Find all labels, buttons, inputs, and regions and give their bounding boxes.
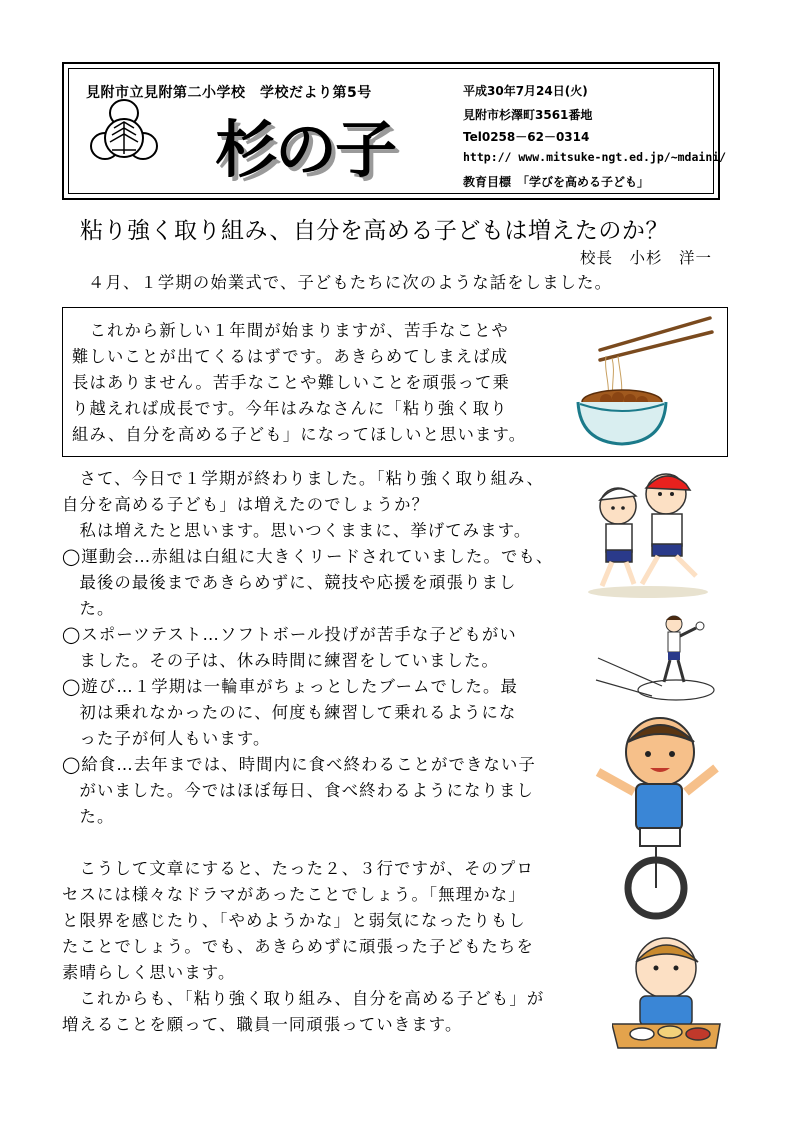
closing-line: これからも、「粘り強く取り組み、自分を高める子ども」が xyxy=(62,989,545,1008)
school-lunch-kid-illustration xyxy=(612,928,722,1052)
body-line: ◯遊び…１学期は一輪車がちょっとしたブームでした。最 xyxy=(62,677,518,696)
body-line: 私は増えたと思います。思いつくままに、挙げてみます。 xyxy=(62,521,532,540)
unicycle-kid-illustration xyxy=(590,712,724,922)
article-byline: 校長 小杉 洋一 xyxy=(580,249,713,267)
school-phone: Tel0258－62－0314 xyxy=(463,130,590,144)
quote-line: 難しいことが出てくるはずです。あきらめてしまえば成 xyxy=(72,347,509,366)
school-address: 見附市杉澤町3561番地 xyxy=(463,108,593,122)
body-section xyxy=(62,466,553,830)
closing-line: たことでしょう。でも、あきらめずに頑張った子どもたちを xyxy=(62,937,534,956)
closing-line: と限界を感じたり、「やめようかな」と弱気になったりもし xyxy=(62,911,526,930)
quote-text xyxy=(72,318,526,448)
quote-line: これから新しい１年間が始まりますが、苦手なことや xyxy=(72,321,510,340)
body-line: た。 xyxy=(62,807,115,826)
closing-line: 素晴らしく思います。 xyxy=(62,963,236,982)
school-name-issue: 見附市立見附第二小学校 学校だより第5号 xyxy=(86,85,372,101)
body-line: 初は乗れなかったのに、何度も練習して乗れるようにな xyxy=(62,703,517,722)
natto-bowl-illustration xyxy=(570,312,720,452)
education-goal: 教育目標 「学びを高める子ども」 xyxy=(463,175,650,189)
closing-line: 増えることを願って、職員一同頑張っていきます。 xyxy=(62,1015,463,1034)
body-line: がいました。今ではほぼ毎日、食べ終わるようになりまし xyxy=(62,781,534,800)
body-line: 最後の最後まであきらめずに、競技や応援を頑張りまし xyxy=(62,573,517,592)
running-kids-illustration xyxy=(586,466,716,602)
body-line: ◯給食…去年までは、時間内に食べ終わることができない子 xyxy=(62,755,536,774)
school-url[interactable]: http:// www.mitsuke-ngt.ed.jp/~mdaini/ xyxy=(463,150,727,164)
quote-line: 組み、自分を高める子ども」になってほしいと思います。 xyxy=(72,425,527,444)
intro-paragraph: ４月、１学期の始業式で、子どもたちに次のような話をしました。 xyxy=(88,273,613,292)
body-line: ました。その子は、休み時間に練習をしていました。 xyxy=(62,651,500,670)
body-line: さて、今日で１学期が終わりました。「粘り強く取り組み、 xyxy=(62,469,544,488)
masthead-title: 杉の子 xyxy=(215,113,396,186)
body-line: ◯スポーツテスト…ソフトボール投げが苦手な子どもがい xyxy=(62,625,517,644)
quote-line: り越えれば成長です。今年はみなさんに「粘り強く取り xyxy=(72,399,508,418)
closing-section xyxy=(62,856,544,1038)
closing-line: セスには様々なドラマがあったことでしょう。「無理かな」 xyxy=(62,885,526,904)
softball-throw-illustration xyxy=(592,606,718,702)
school-emblem-icon xyxy=(88,98,160,172)
issue-date: 平成30年7月24日(火) xyxy=(463,84,588,98)
body-line: 自分を高める子ども」は増えたのでしょうか？ xyxy=(62,495,430,514)
closing-line: こうして文章にすると、たった２、３行ですが、そのプロ xyxy=(62,859,534,878)
quote-line: 長はありません。苦手なことや難しいことを頑張って乗 xyxy=(72,373,511,392)
body-line: ◯運動会…赤組は白組に大きくリードされていました。でも、 xyxy=(62,547,554,566)
body-line: た。 xyxy=(62,599,115,618)
article-headline: 粘り強く取り組み、自分を高める子どもは増えたのか？ xyxy=(80,218,669,244)
body-line: った子が何人もいます。 xyxy=(62,729,271,748)
